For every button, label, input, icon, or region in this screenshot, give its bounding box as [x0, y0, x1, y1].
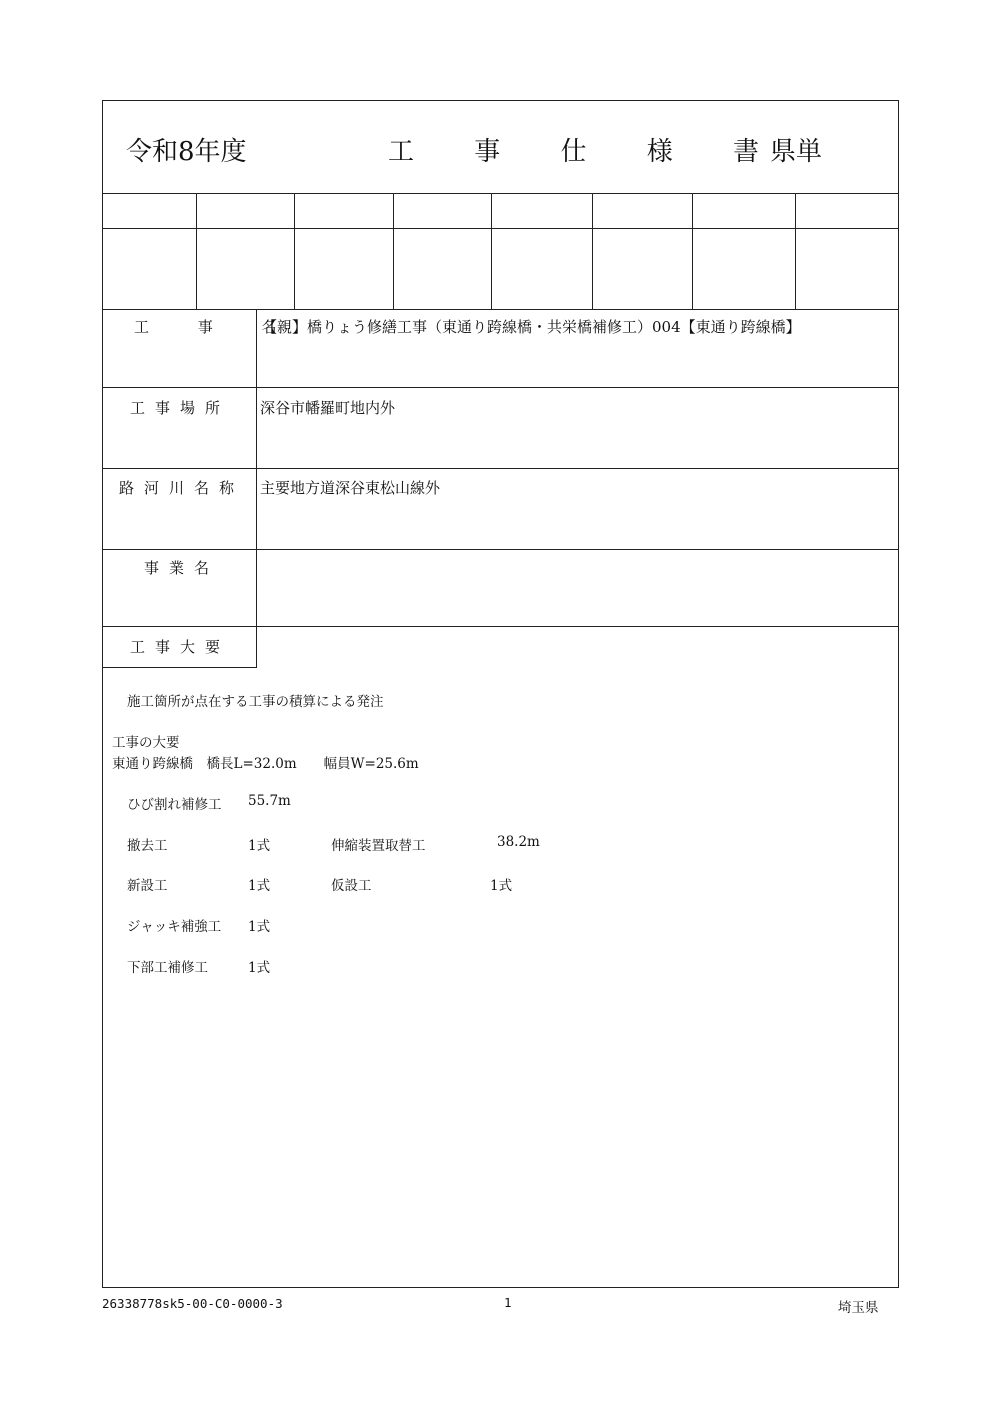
work-item-qty: 1式 [248, 878, 271, 894]
grid-column-line [393, 193, 394, 309]
work-item-qty: 1式 [248, 838, 271, 854]
work-item-name: ジャッキ補強工 [127, 919, 222, 935]
grid-column-line [196, 193, 197, 309]
work-item-name: 撤去工 [127, 838, 168, 854]
order-note: 施工箇所が点在する工事の積算による発注 [127, 694, 384, 710]
work-name-label: 工 事 名 [134, 318, 299, 336]
fiscal-year: 令和8年度 [126, 137, 247, 167]
road-river-label: 路河川名称 [119, 479, 245, 497]
document-title: 工 事 仕 様 書 [388, 137, 786, 167]
location-label: 工事場所 [130, 399, 231, 417]
document-id: 26338778sk5-00-C0-0000-3 [102, 1296, 283, 1311]
divider [102, 667, 256, 668]
summary-label: 工事大要 [130, 638, 231, 656]
road-river-value: 主要地方道深谷東松山線外 [260, 479, 441, 497]
budget-type: 県単 [770, 137, 823, 167]
divider [102, 193, 899, 194]
work-item-name: ひび割れ補修工 [127, 797, 222, 813]
divider [102, 387, 899, 388]
work-item-qty: 55.7m [248, 793, 291, 809]
grid-column-line [491, 193, 492, 309]
label-column-line [256, 309, 257, 668]
divider [102, 468, 899, 469]
summary-heading: 工事の大要 [112, 735, 180, 751]
grid-column-line [592, 193, 593, 309]
work-item-name: 伸縮装置取替工 [331, 838, 426, 854]
grid-column-line [795, 193, 796, 309]
divider [102, 309, 899, 310]
work-item-name: 新設工 [127, 878, 168, 894]
work-item-qty: 1式 [248, 919, 271, 935]
work-item-qty: 38.2m [497, 834, 540, 850]
grid-column-line [692, 193, 693, 309]
work-name-value: 【親】橋りょう修繕工事（東通り跨線橋・共栄橋補修工）004【東通り跨線橋】 [262, 318, 801, 336]
work-item-qty: 1式 [490, 878, 513, 894]
page-number: 1 [504, 1295, 512, 1310]
bridge-dimensions: 東通り跨線橋 橋長L=32.0m 幅員W=25.6m [112, 756, 419, 772]
divider [102, 228, 899, 229]
work-item-name: 下部工補修工 [127, 960, 208, 976]
location-value: 深谷市幡羅町地内外 [260, 399, 396, 417]
work-item-name: 仮設工 [331, 878, 372, 894]
divider [102, 626, 899, 627]
grid-column-line [294, 193, 295, 309]
project-label: 事業名 [144, 559, 220, 577]
issuer: 埼玉県 [838, 1300, 879, 1316]
work-item-qty: 1式 [248, 960, 271, 976]
divider [102, 549, 899, 550]
